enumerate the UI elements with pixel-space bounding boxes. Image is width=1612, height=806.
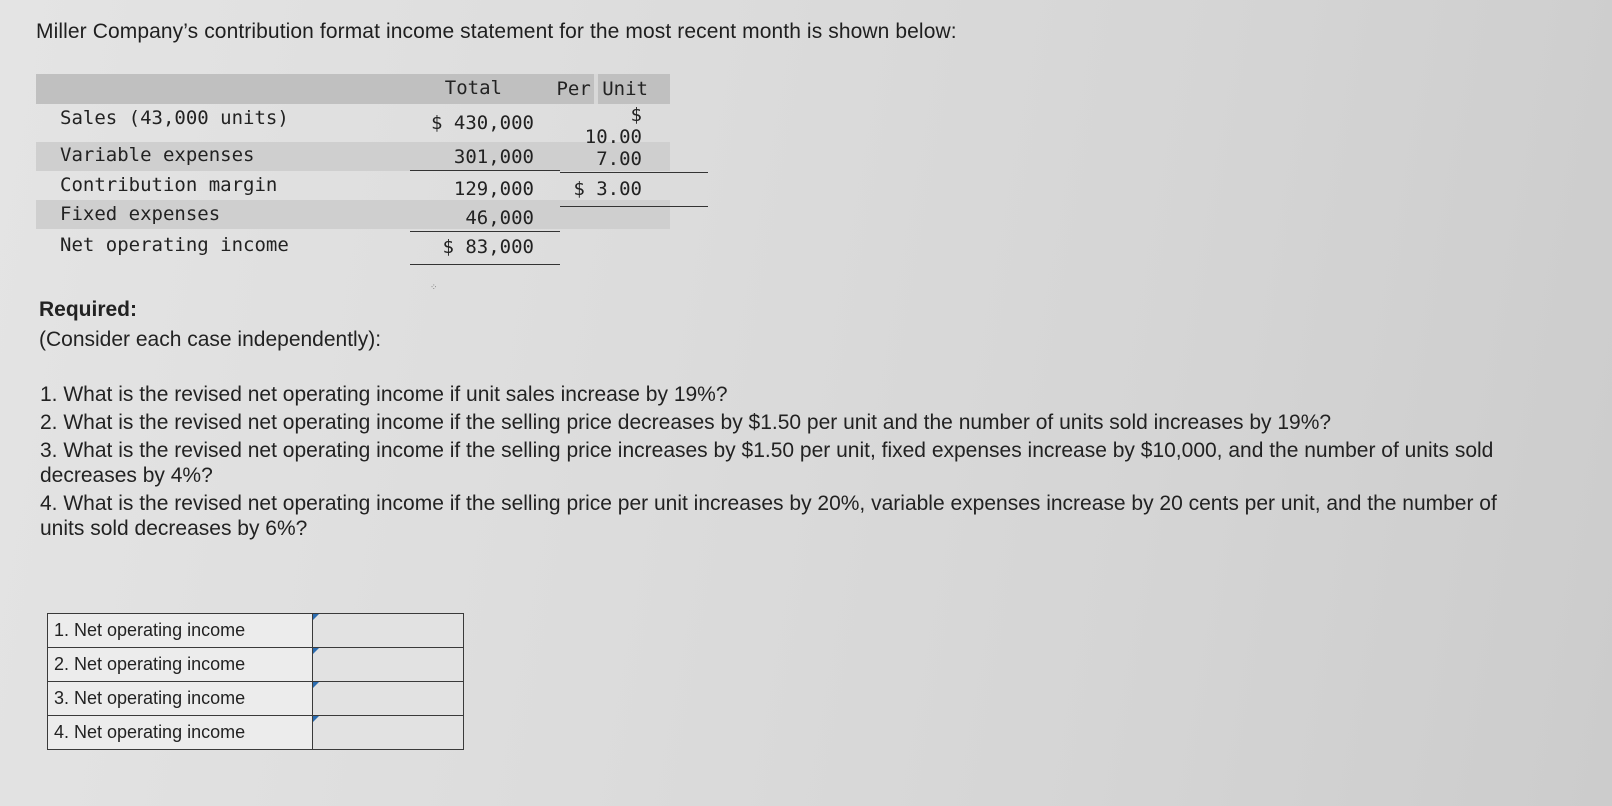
question-4: 4. What is the revised net operating income if the selling price per unit increases by 20%, variable expenses increase by 20 cents per unit, and the number of units sold decreases by 6%?	[40, 492, 1497, 540]
answer-label-2: 2. Net operating income	[48, 648, 313, 682]
answer-row	[48, 682, 464, 716]
answer-row	[48, 614, 464, 648]
row-label-variable-expenses: Variable expenses	[60, 144, 255, 166]
answer-input-2[interactable]	[313, 648, 464, 682]
total-underline	[410, 170, 560, 171]
fixed-expenses-total: 46,000	[465, 207, 534, 229]
answer-table	[47, 613, 464, 750]
answer-label-1: 1. Net operating income	[48, 614, 313, 648]
question-3: 3. What is the revised net operating income if the selling price increases by $1.50 per unit, fixed expenses increase by $10,000, and the number of units sold decreases by 4%?	[40, 439, 1494, 487]
answer-label-3: 3. Net operating income	[48, 682, 313, 716]
problem-intro: Miller Company’s contribution format income statement for the most recent month is shown below:	[36, 20, 957, 43]
variable-expenses-total: 301,000	[453, 146, 534, 168]
contribution-margin-per-unit: $ 3.00	[573, 178, 642, 200]
per-unit-underline	[560, 172, 708, 173]
input-marker-icon	[313, 614, 319, 620]
answer-row	[48, 716, 464, 750]
input-marker-icon	[313, 716, 319, 722]
row-label-contribution-margin: Contribution margin	[60, 174, 278, 196]
header-per-unit: Per Unit	[556, 78, 648, 100]
required-note: (Consider each case independently):	[39, 328, 382, 351]
smudge-mark: ⁘	[430, 282, 438, 292]
answer-input-4[interactable]	[313, 716, 464, 750]
answer-label-4: 4. Net operating income	[48, 716, 313, 750]
sales-per-unit: 10.00	[584, 126, 642, 148]
sales-total: $ 430,000	[431, 112, 534, 134]
questions-list	[40, 382, 1500, 544]
sales-per-unit-sign: $	[630, 104, 642, 126]
variable-expenses-per-unit: 7.00	[596, 148, 642, 170]
per-unit-double-underline	[560, 206, 708, 207]
input-marker-icon	[313, 648, 319, 654]
question-1: 1. What is the revised net operating income if unit sales increase by 19%?	[40, 383, 728, 406]
row-label-sales: Sales (43,000 units)	[60, 107, 289, 129]
total-double-underline	[410, 264, 560, 265]
contribution-margin-total: 129,000	[453, 178, 534, 200]
header-total: Total	[444, 77, 502, 99]
total-underline	[410, 231, 560, 232]
question-2: 2. What is the revised net operating income if the selling price decreases by $1.50 per unit and the number of units sold increases by 19%?	[40, 411, 1332, 434]
input-marker-icon	[313, 682, 319, 688]
answer-row	[48, 648, 464, 682]
answer-input-3[interactable]	[313, 682, 464, 716]
row-label-fixed-expenses: Fixed expenses	[60, 203, 221, 225]
net-operating-income-total: $ 83,000	[442, 236, 534, 258]
row-label-net-operating-income: Net operating income	[60, 234, 289, 256]
income-statement-table	[36, 74, 672, 284]
answer-input-1[interactable]	[313, 614, 464, 648]
required-heading: Required:	[39, 298, 138, 321]
